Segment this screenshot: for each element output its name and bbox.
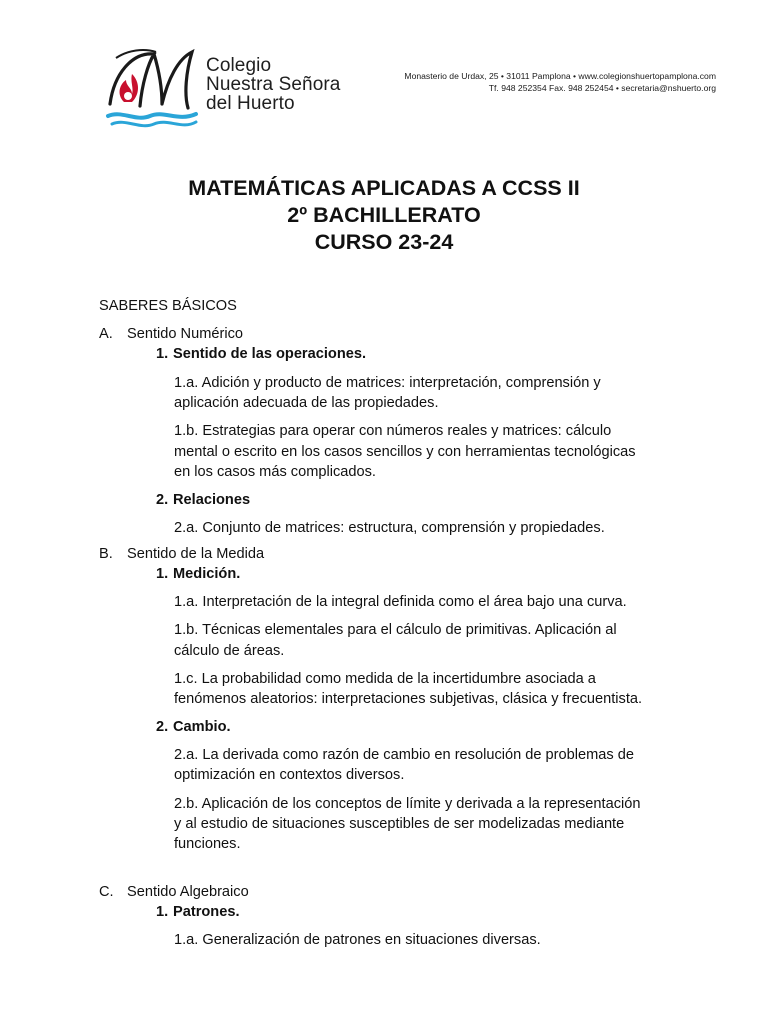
contact-phone: Tf. 948 252354 Fax. 948 252454 • secretaria@nshuerto.org [488,83,716,93]
school-name-line: Nuestra Señora [206,74,341,95]
list-item: 2.a. La derivada como razón de cambio en resolución de problemas de optimización en contextos diversos. [174,747,634,784]
section-a [99,324,699,538]
title-course: CURSO 23-24 [314,230,454,254]
list-item: 2.b. Aplicación de los conceptos de límite y derivada a la representación y al estudio de situaciones susceptibles de ser modelizadas mediante funciones. [174,795,641,853]
subsection-title [99,564,699,584]
list-item: 1.a. Generalización de patrones en situaciones diversas. [174,932,541,949]
section-letter: B. [99,546,113,563]
section-b [99,544,699,854]
school-name-line: del Huerto [206,93,295,114]
subsection-title-text: Cambio. [173,719,231,736]
subsection-number: 1. [156,566,169,583]
list-item: 1.c. La probabilidad como medida de la incertidumbre asociada a fenómenos aleatorios: interpretaciones subjetivas, clásica y frecuentista. [174,670,643,708]
section-title [99,882,699,902]
document-body [99,297,699,950]
subsection-number: 1. [156,346,169,362]
title-subject: MATEMÁTICAS APLICADAS A CCSS II [188,176,580,200]
subsection-title-text: Relaciones [173,492,251,509]
subsection-title-text: Patrones. [173,904,240,921]
list-item: 1.b. Técnicas elementales para el cálculo de primitivas. Aplicación al cálculo de áreas. [174,622,617,659]
section-letter: C. [99,884,114,901]
subsection-title [99,344,699,364]
subsection-title [99,490,699,510]
school-logo-icon [102,44,202,134]
section-title-text: Sentido Algebraico [127,884,249,901]
section-c [99,882,699,950]
subsection-title [99,717,699,737]
list-item: 1.b. Estrategias para operar con números reales y matrices: cálculo mental o escrito en los casos sencillos y con herramientas tecnológicas en los casos más complicados. [174,423,636,480]
title-level: 2º BACHILLERATO [287,203,481,227]
subsection-number: 2. [156,492,169,509]
subsection-number: 2. [156,719,169,736]
section-title [99,544,699,564]
school-name-line: Colegio [206,55,272,76]
section-title-text: Sentido Numérico [127,326,243,342]
list-item: 2.a. Conjunto de matrices: estructura, comprensión y propiedades. [174,520,605,537]
contact-address: Monasterio de Urdax, 25 • 31011 Pamplona • www.colegionshuertopamplona.com [404,71,716,81]
school-name [206,56,340,113]
section-title [99,324,699,344]
document-title [0,175,768,256]
subsection-title-text: Sentido de las operaciones. [173,346,367,362]
list-item: 1.a. Interpretación de la integral definida como el área bajo una curva. [174,594,627,611]
list-item: 1.a. Adición y producto de matrices: interpretación, comprensión y aplicación adecuada de las propiedades. [174,375,601,412]
subsection-title-text: Medición. [173,566,241,583]
subsection-title [99,902,699,922]
subsection-number: 1. [156,904,169,921]
letterhead [0,0,768,130]
saberes-heading: SABERES BÁSICOS [99,298,237,314]
section-title-text: Sentido de la Medida [127,546,265,563]
contact-info [404,70,716,94]
section-letter: A. [99,326,113,342]
